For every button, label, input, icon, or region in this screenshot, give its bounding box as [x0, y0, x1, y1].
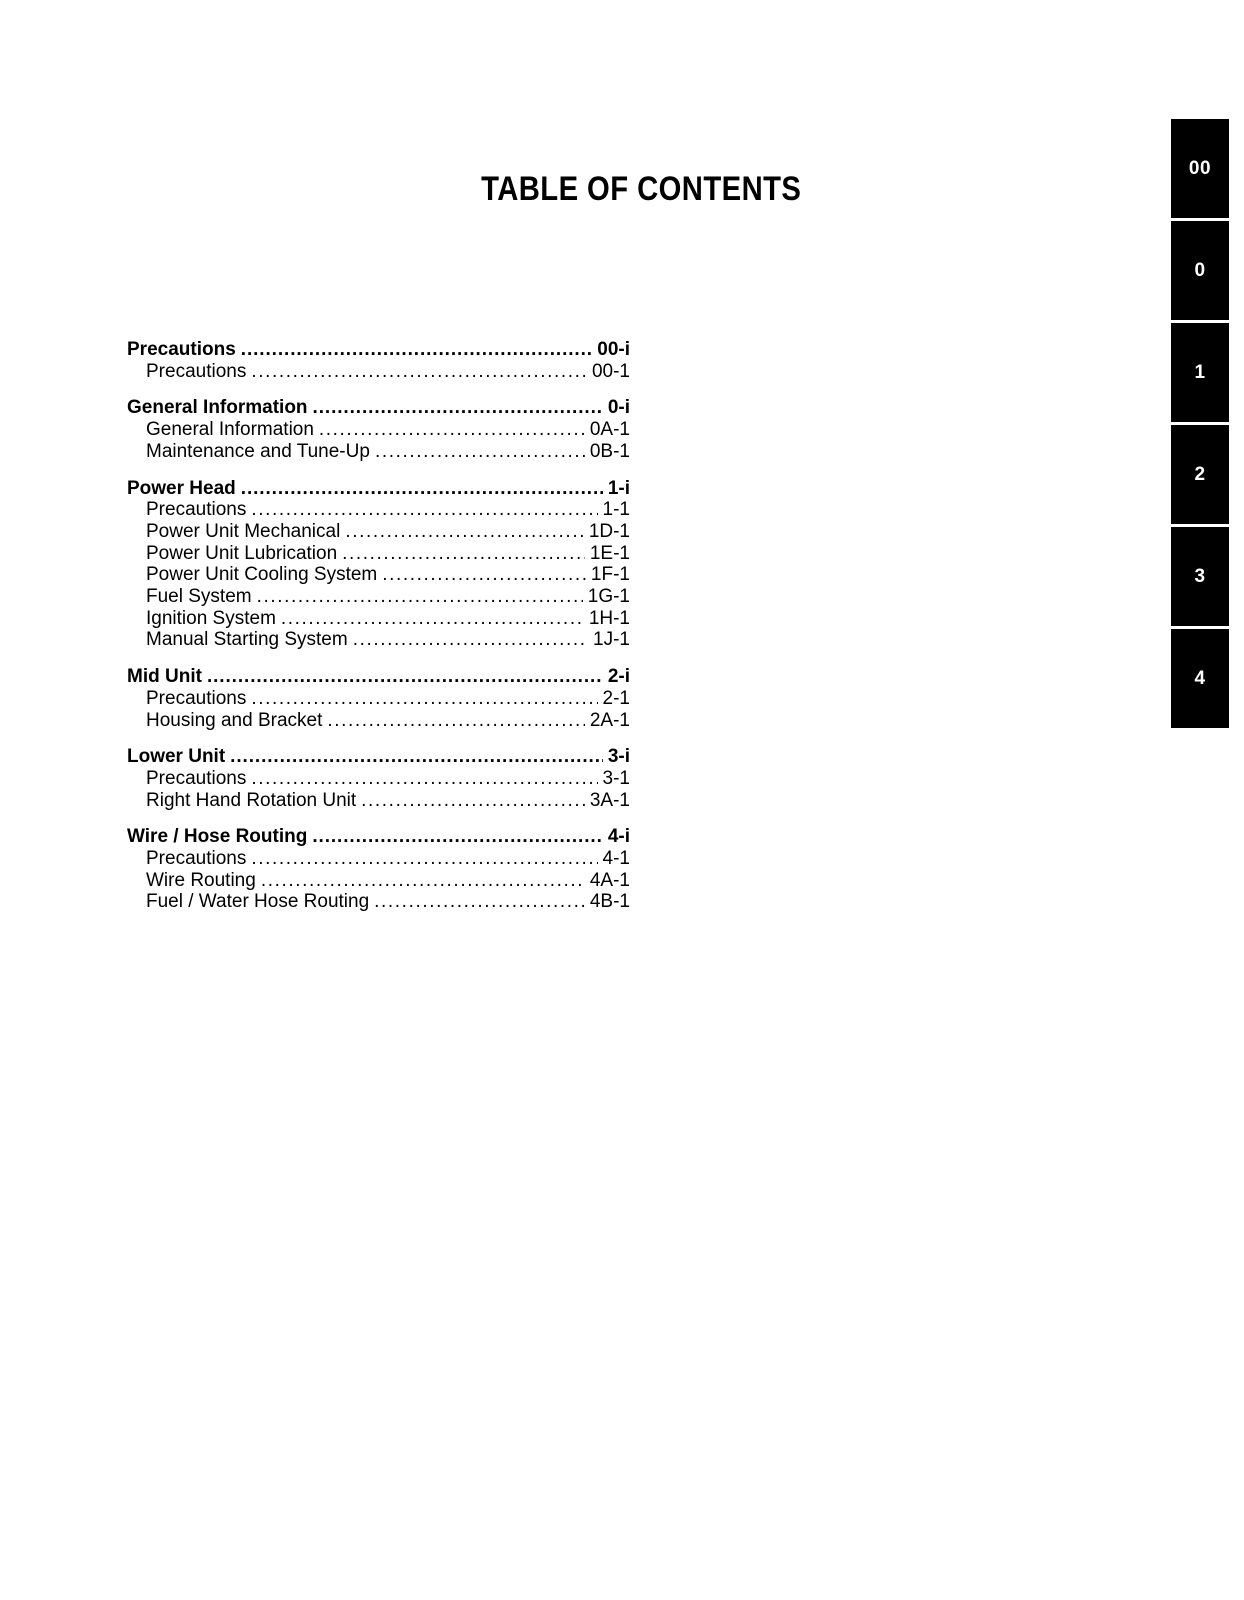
toc-entry-label: Housing and Bracket [146, 709, 323, 731]
dot-leader [319, 419, 585, 441]
dot-leader [241, 478, 603, 500]
toc-section-row [127, 397, 630, 419]
toc-entry-page: 1G-1 [587, 586, 630, 608]
toc-item-row [127, 870, 630, 892]
toc-section [127, 746, 630, 811]
toc-entry-label: Precautions [146, 499, 247, 521]
dot-leader [261, 870, 585, 892]
toc-entry-page: 4A-1 [589, 869, 630, 891]
toc-entry-page: 3-i [607, 746, 630, 768]
dot-leader [251, 499, 597, 521]
toc-section-row [127, 666, 630, 688]
toc-entry-page: 1D-1 [588, 520, 630, 542]
dot-leader [361, 790, 585, 812]
dot-leader [251, 768, 597, 790]
toc-section-row [127, 746, 630, 768]
toc-item-row [127, 848, 630, 870]
section-tab-4: 4 [1171, 629, 1229, 728]
toc-entry-page: 1-1 [602, 499, 630, 521]
toc-item-row [127, 564, 630, 586]
dot-leader [382, 564, 586, 586]
toc-entry-label: Precautions [146, 848, 247, 870]
toc-entry-page: 4-1 [602, 848, 630, 870]
dot-leader [251, 361, 587, 383]
toc-entry-label: Power Unit Lubrication [146, 542, 338, 564]
toc-section [127, 478, 630, 652]
toc-entry-page: 0A-1 [589, 419, 630, 441]
toc-item-row [127, 361, 630, 383]
page-title-text: TABLE OF CONTENTS [480, 170, 802, 208]
toc-item-row [127, 521, 630, 543]
toc-section-row [127, 826, 630, 848]
toc-section [127, 339, 630, 382]
dot-leader [313, 397, 603, 419]
toc-entry-page: 1F-1 [590, 564, 630, 586]
dot-leader [345, 521, 584, 543]
toc-entry-label: Right Hand Rotation Unit [146, 789, 357, 811]
dot-leader [207, 666, 603, 688]
toc-section-row [127, 339, 630, 361]
toc-item-row [127, 499, 630, 521]
toc-section [127, 397, 630, 462]
toc-entry-page: 1J-1 [593, 629, 630, 651]
dot-leader [251, 848, 597, 870]
section-tab-2: 2 [1171, 425, 1229, 524]
section-tab-1: 1 [1171, 323, 1229, 422]
toc-entry-page: 00-i [597, 339, 630, 360]
dot-leader [281, 608, 584, 630]
dot-leader [375, 441, 585, 463]
toc-entry-label: Fuel / Water Hose Routing [146, 891, 370, 913]
toc-entry-page: 1H-1 [588, 607, 630, 629]
toc-entry-label: Power Head [127, 477, 236, 499]
toc-item-row [127, 608, 630, 630]
toc-item-row [127, 441, 630, 463]
toc-entry-page: 1-i [607, 477, 630, 499]
dot-leader [327, 710, 584, 732]
dot-leader [251, 688, 597, 710]
dot-leader [312, 826, 602, 848]
toc-entry-page: 00-1 [591, 360, 630, 382]
toc-entry-label: Wire Routing [146, 869, 256, 891]
toc-entry-page: 4B-1 [589, 891, 630, 913]
toc-entry-page: 3-1 [602, 767, 630, 789]
toc-entry-label: Lower Unit [127, 746, 226, 768]
toc-section [127, 826, 630, 913]
section-tab-00: 00 [1171, 119, 1229, 218]
toc-entry-label: Mid Unit [127, 666, 202, 688]
toc-entry-page: 0-i [607, 397, 630, 419]
dot-leader [374, 891, 585, 913]
dot-leader [241, 339, 592, 361]
page-title [0, 171, 1244, 207]
dot-leader [230, 746, 603, 768]
toc-entry-label: Wire / Hose Routing [127, 826, 308, 848]
dot-leader [257, 586, 583, 608]
toc-entry-label: Precautions [146, 687, 247, 709]
toc-item-row [127, 419, 630, 441]
toc-entry-label: Maintenance and Tune-Up [146, 440, 370, 462]
toc-entry-label: Manual Starting System [146, 629, 348, 651]
toc-item-row [127, 629, 630, 651]
toc-entry-page: 1E-1 [589, 542, 630, 564]
toc-entry-label: Fuel System [146, 586, 252, 608]
toc-entry-page: 2-1 [602, 687, 630, 709]
toc-entry-page: 2A-1 [589, 709, 630, 731]
toc-entry-label: General Information [127, 397, 308, 419]
toc-entry-label: Precautions [146, 767, 247, 789]
toc-entry-label: Precautions [146, 360, 247, 382]
toc-item-row [127, 710, 630, 732]
toc-entry-label: Power Unit Mechanical [146, 520, 341, 542]
toc-list [127, 339, 630, 913]
toc-entry-page: 2-i [607, 666, 630, 688]
toc-section-row [127, 478, 630, 500]
toc-item-row [127, 790, 630, 812]
section-tab-3: 3 [1171, 527, 1229, 626]
dot-leader [353, 629, 588, 651]
toc-entry-page: 4-i [607, 826, 630, 848]
toc-item-row [127, 543, 630, 565]
toc-item-row [127, 768, 630, 790]
toc-entry-label: General Information [146, 419, 314, 441]
toc-item-row [127, 891, 630, 913]
toc-entry-label: Power Unit Cooling System [146, 564, 378, 586]
toc-item-row [127, 586, 630, 608]
toc-entry-page: 0B-1 [589, 440, 630, 462]
toc-item-row [127, 688, 630, 710]
toc-entry-label: Ignition System [146, 607, 276, 629]
dot-leader [342, 543, 585, 565]
toc-section [127, 666, 630, 731]
toc-entry-label: Precautions [127, 339, 236, 360]
toc-entry-page: 3A-1 [589, 789, 630, 811]
section-tab-strip [1171, 119, 1229, 731]
section-tab-0: 0 [1171, 221, 1229, 320]
